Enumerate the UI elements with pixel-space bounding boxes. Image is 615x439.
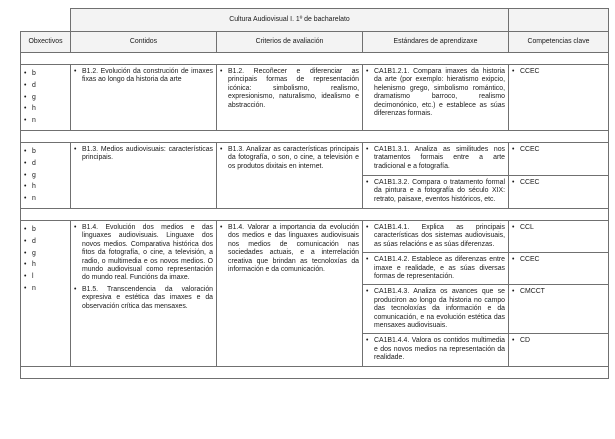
content-item [74,146,213,163]
criterion-text: B1.3. Analizar as características principais da fotografía, o son, o cine, a televisión e os produtos dixitais en internet. [228,145,359,170]
objective-label: b [32,70,36,77]
bullet-glyph: • [24,147,27,155]
table-row [21,65,609,131]
objective-label: b [32,147,36,155]
objective-label: g [32,249,36,257]
contents-cell [71,220,217,366]
title-corner [509,9,609,32]
band-row [21,130,609,142]
bullet-glyph: • [366,68,369,75]
objective-label: h [32,183,36,191]
competence-text: CCEC [520,178,540,186]
competence-item [512,179,605,187]
bullet-glyph: • [24,284,27,292]
bullet-glyph: • [74,145,77,153]
objective-label: l [32,273,34,281]
standard-item [366,288,505,330]
competence-cell [509,253,609,285]
competence-text: CCEC [520,145,540,153]
objective-item [24,146,67,158]
row-band [21,53,609,65]
contents-cell [71,142,217,208]
bullet-glyph: • [366,178,369,186]
competence-cell [509,65,609,131]
content-text: B1.2. Evolución da construción de imaxes fixas ao longo da historia da arte [82,68,213,84]
competence-item [512,288,605,296]
content-text: B1.5. Transcendencia da valoración expresiva e estética das imaxes e da observación crítica das mensaxes. [82,285,213,310]
standard-item [366,179,505,204]
bullet-glyph: • [24,195,27,203]
content-text: B1.3. Medios audiovisuais: características principais. [82,145,213,162]
table-title: Cultura Audiovisual I. 1º de bacharelato [71,9,509,32]
objective-item [24,92,67,104]
bullet-glyph: • [366,256,369,264]
standard-cell [363,253,509,285]
standard-cell [363,334,509,366]
standard-item [366,256,505,281]
header-standards: Estándares de aprendizaxe [363,32,509,53]
competence-cell [509,220,609,252]
bullet-glyph: • [512,337,515,345]
objective-item [24,224,67,236]
bullet-glyph: • [74,223,77,231]
objective-label: d [32,159,36,167]
bullet-glyph: • [512,223,515,231]
bullet-glyph: • [24,249,27,257]
bullet-glyph: • [366,337,369,345]
band-row [21,53,609,65]
standard-cell [363,175,509,208]
objective-item [24,271,67,283]
row-band [21,366,609,378]
bullet-glyph: • [24,237,27,245]
bullet-glyph: • [24,183,27,191]
bullet-glyph: • [512,145,515,153]
table-row [21,220,609,252]
header-competences: Competencias clave [509,32,609,53]
content-item [74,224,213,283]
bullet-glyph: • [74,68,77,75]
objective-item [24,68,67,80]
bullet-glyph: • [220,223,223,231]
criterion-item [220,224,359,274]
bullet-glyph: • [24,70,27,77]
standard-cell [363,220,509,252]
objective-label: d [32,237,36,245]
criterion-text: B1.2. Recoñecer e diferenciar as principais formas de representación icónica: simbolismo, realismo, expresionismo, naturalismo, idealismo e abstracción. [228,68,359,109]
competence-cell [509,175,609,208]
bullet-glyph: • [366,288,369,296]
standard-text: CA1B1.4.4. Valora os contidos multimedia e dos novos medios na representación da realidade. [374,337,505,362]
criterion-cell [217,65,363,131]
competence-item [512,68,605,76]
bullet-glyph: • [512,256,515,264]
bullet-glyph: • [512,178,515,186]
bullet-glyph: • [24,81,27,89]
bullet-glyph: • [220,68,223,75]
objective-label: n [32,195,36,203]
competence-item [512,256,605,264]
standard-item [366,146,505,171]
criterion-text: B1.4. Valorar a importancia da evolución dos medios e das linguaxes audiovisuais nos medios de comunicación nas sociedades actuais, e a interrelación creativa que brindan as tecnoloxías da información e da comunicación. [228,223,359,273]
table-row [21,142,609,175]
objectives-cell [21,142,71,208]
header-objectives: Obxectivos [21,32,71,53]
competence-text: CD [520,337,530,345]
objective-item [24,170,67,182]
objectives-list [24,224,67,295]
objective-label: g [32,171,36,179]
header-contents: Contidos [71,32,217,53]
competence-text: CCEC [520,256,540,264]
standard-text: CA1B1.4.2. Establece as diferenzas entre imaxe e realidade, e as súas diversas formas de representación. [374,256,505,280]
curriculum-table [20,8,609,379]
objective-item [24,259,67,271]
competence-item [512,337,605,345]
objective-label: h [32,261,36,269]
objective-item [24,193,67,205]
standard-text: CA1B1.3.1. Analiza as similitudes nos tratamentos formais entre a arte tradicional e a fotografía. [374,145,505,170]
bullet-glyph: • [24,117,27,125]
objective-item [24,115,67,127]
content-item [74,286,213,311]
title-spacer [21,9,71,32]
competence-cell [509,334,609,366]
standard-text: CA1B1.2.1. Compara imaxes da historia da arte (por exemplo: hieratismo exipcio, helenismo grego, simbolismo romántico, dramatismo barroco, realismo decimonónico, etc.) e establece as súas diferenzas formais. [374,68,505,118]
objectives-cell [21,65,71,131]
standard-text: CA1B1.4.1. Explica as principais características dos sistemas audiovisuais, as súas relacións e as súas diferenzas. [374,223,505,248]
objective-item [24,248,67,260]
standard-item [366,337,505,362]
band-row [21,208,609,220]
standard-text: CA1B1.4.3. Analiza os avances que se produciron ao longo da historia no campo das tecnoloxías da información e da comunicación, e na evolución estética das mensaxes audiovisuais. [374,288,505,330]
standard-cell [363,142,509,175]
header-row [21,32,609,53]
objective-label: n [32,284,36,292]
competence-item [512,224,605,232]
standard-item [366,224,505,249]
objectives-list [24,68,67,127]
standard-cell [363,285,509,334]
content-text: B1.4. Evolución dos medios e das linguaxes audiovisuais. Linguaxe dos novos medios. Comparativa histórica dos fitos da fotografía, o cine, a televisión, a radio, o multimedia e os novos medios. O mundo audiovisual como representación do mundo real. Funcións da imaxe. [82,223,213,282]
objective-item [24,103,67,115]
bullet-glyph: • [24,105,27,113]
standard-cell [363,65,509,131]
objective-label: b [32,225,36,233]
header-criteria: Criterios de avaliación [217,32,363,53]
bullet-glyph: • [366,145,369,153]
standard-item [366,68,505,118]
bullet-glyph: • [24,93,27,101]
bullet-glyph: • [366,223,369,231]
row-band [21,130,609,142]
criterion-item [220,68,359,110]
objective-label: n [32,117,36,125]
competence-text: CCL [520,223,534,231]
content-item [74,68,213,85]
bullet-glyph: • [74,285,77,293]
objectives-cell [21,220,71,366]
competence-text: CCEC [520,68,540,75]
bullet-glyph: • [24,159,27,167]
band-row [21,366,609,378]
competence-cell [509,285,609,334]
competence-cell [509,142,609,175]
contents-cell [71,65,217,131]
objective-item [24,80,67,92]
objective-item [24,181,67,193]
objectives-list [24,146,67,205]
bullet-glyph: • [512,288,515,296]
criterion-cell [217,220,363,366]
bullet-glyph: • [24,171,27,179]
competence-item [512,146,605,154]
title-row [21,9,609,32]
bullet-glyph: • [24,225,27,233]
standard-text: CA1B1.3.2. Compara o tratamento formal da pintura e a fotografía do século XIX: retrato, paisaxe, eventos históricos, etc. [374,178,505,203]
bullet-glyph: • [24,273,27,281]
bullet-glyph: • [220,145,223,153]
objective-label: d [32,81,36,89]
competence-text: CMCCT [520,288,545,296]
bullet-glyph: • [24,261,27,269]
objective-label: h [32,105,36,113]
criterion-item [220,146,359,171]
row-band [21,208,609,220]
objective-item [24,283,67,295]
objective-item [24,158,67,170]
objective-label: g [32,93,36,101]
criterion-cell [217,142,363,208]
bullet-glyph: • [512,68,515,75]
objective-item [24,236,67,248]
